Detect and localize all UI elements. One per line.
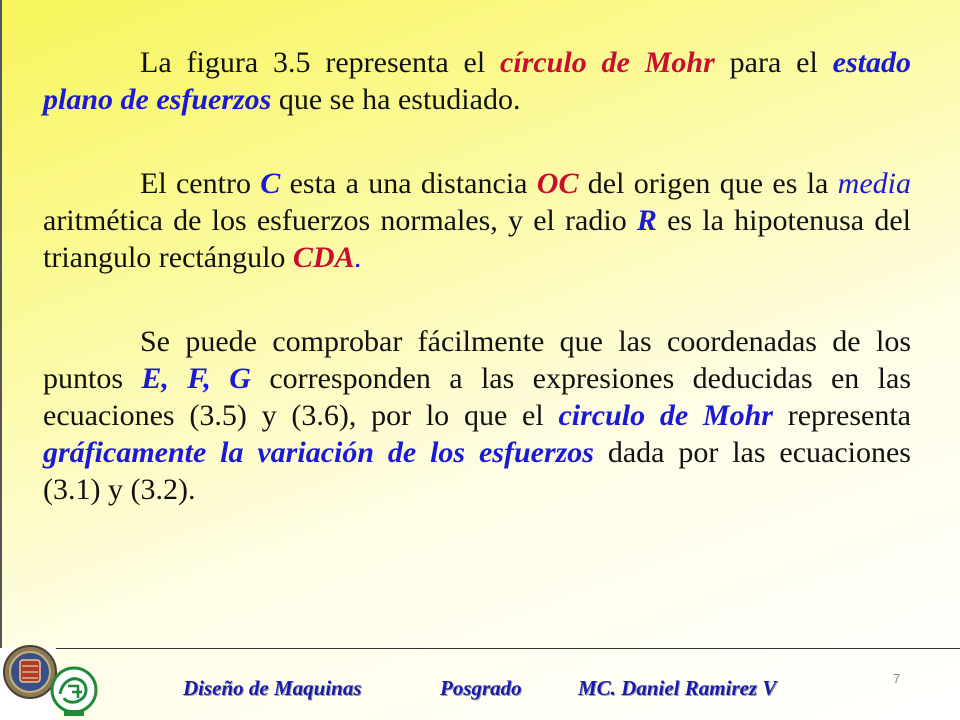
paragraph-1	[43, 44, 911, 118]
footer-author: MC. Daniel Ramirez V	[578, 676, 777, 700]
paragraph-3	[43, 323, 911, 508]
footer-course: Diseño de Maquinas	[183, 676, 362, 700]
text-run: representa	[772, 399, 911, 432]
text-run: círculo de Mohr	[500, 46, 715, 79]
text-run: .	[354, 241, 363, 274]
faculty-logo-icon	[48, 664, 100, 718]
text-run: que se ha estudiado.	[271, 83, 521, 116]
page-number: 7	[893, 671, 901, 686]
text-run: Se puede comprobar fácilmente que las coordenadas de los puntos	[43, 325, 911, 395]
text-run: E, F, G	[141, 362, 251, 395]
text-run: corresponden a las expresiones deducidas en las ecuaciones (3.5) y (3.6), por lo que el	[43, 362, 911, 432]
paragraph-2	[43, 165, 911, 276]
text-run: para el	[714, 46, 833, 79]
text-run: del origen que es la	[578, 167, 838, 200]
text-run: gráficamente la variación de los esfuerzos	[43, 436, 594, 469]
text-run: La figura 3.5 representa el	[140, 46, 501, 79]
slide-body	[43, 44, 911, 555]
text-run: esta a una distancia	[280, 167, 537, 200]
text-run: es la hipotenusa del triangulo rectángulo	[43, 204, 911, 274]
text-run: dada por las ecuaciones (3.1) y (3.2).	[43, 436, 911, 506]
left-border-rule	[0, 0, 2, 648]
text-run: C	[260, 167, 281, 200]
text-run: OC	[536, 167, 579, 200]
footer-program: Posgrado	[440, 676, 522, 700]
text-run: estado plano de esfuerzos	[43, 46, 911, 116]
footer-divider	[56, 648, 960, 649]
text-run: R	[636, 204, 657, 237]
text-run: CDA	[292, 241, 355, 274]
text-run: media	[837, 167, 911, 200]
text-run: El centro	[140, 167, 261, 200]
text-run: circulo de Mohr	[558, 399, 773, 432]
text-run: aritmética de los esfuerzos normales, y el radio	[43, 204, 637, 237]
